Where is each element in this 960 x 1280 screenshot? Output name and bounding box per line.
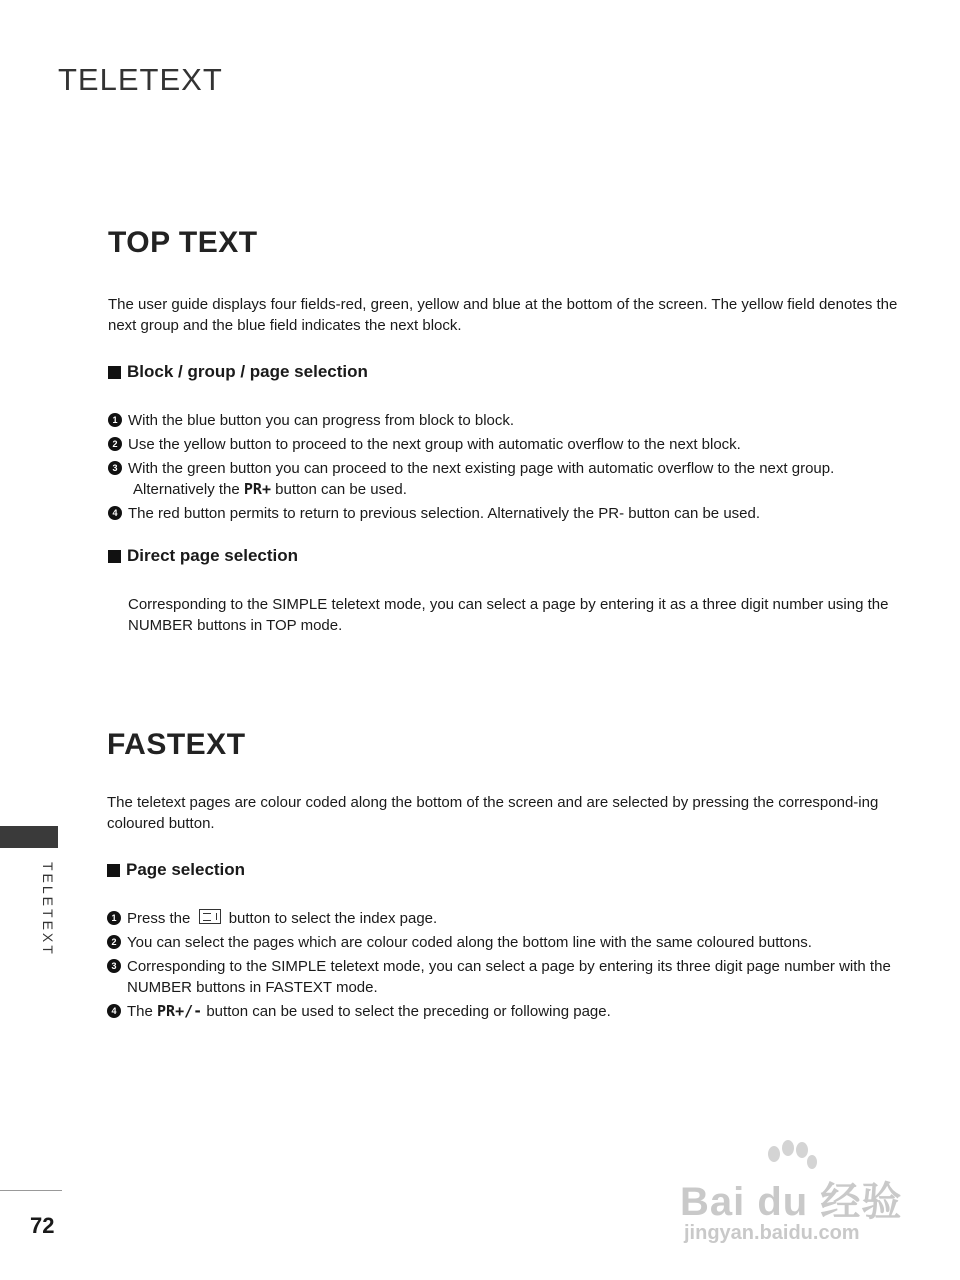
step-text xyxy=(127,908,437,929)
watermark-brand: Bai du 经验 xyxy=(680,1180,903,1224)
step-number-icon: 4 xyxy=(108,506,122,520)
step-text-post: button to select the index page. xyxy=(224,910,438,927)
section-title-fastext: FASTEXT xyxy=(107,728,246,761)
step-text-cont-post: button can be used. xyxy=(270,481,407,498)
block-selection-heading xyxy=(108,362,898,382)
step-number-icon: 2 xyxy=(107,935,121,949)
step-text-pre: The xyxy=(127,1003,158,1020)
paw-logo-icon xyxy=(760,1140,820,1180)
page-number: 72 xyxy=(30,1213,55,1238)
step-text: You can select the pages which are colour coded along the bottom line with the same coloured buttons. xyxy=(127,934,812,951)
top-text-section xyxy=(108,226,898,636)
side-tab-label: TELETEXT xyxy=(40,862,56,957)
step-text-pre: Press the xyxy=(127,910,195,927)
list-item xyxy=(108,410,898,431)
section-title-top-text: TOP TEXT xyxy=(108,226,258,259)
fastext-section xyxy=(107,728,897,1025)
list-item xyxy=(107,956,897,998)
direct-page-selection-heading xyxy=(108,546,898,566)
square-bullet-icon xyxy=(107,864,120,877)
index-button-icon xyxy=(199,909,221,924)
list-item xyxy=(108,458,898,500)
square-bullet-icon xyxy=(108,366,121,379)
baidu-watermark xyxy=(680,1140,910,1250)
pr-plus-button-label: PR+ xyxy=(243,480,271,498)
fastext-intro: The teletext pages are colour coded along the bottom of the screen and are selected by pressing the correspond-ing coloured button. xyxy=(107,794,879,832)
list-item xyxy=(108,503,898,524)
pr-plus-minus-button-label: PR+/- xyxy=(157,1002,203,1020)
square-bullet-icon xyxy=(108,550,121,563)
page-header-title: TELETEXT xyxy=(58,62,223,97)
step-text-post: button can be used to select the preceding or following page. xyxy=(202,1003,611,1020)
list-item xyxy=(107,1001,897,1022)
step-text xyxy=(128,458,834,500)
direct-page-selection-text: Corresponding to the SIMPLE teletext mode, you can select a page by entering it as a three digit number using the NUMBER buttons in TOP mode. xyxy=(128,596,889,634)
step-text-main: With the green button you can proceed to the next existing page with automatic overflow to the next group. xyxy=(128,460,835,477)
page-selection-heading-label: Page selection xyxy=(126,860,246,879)
step-text: Corresponding to the SIMPLE teletext mode, you can select a page by entering its three digit page number with the NUMBER buttons in FASTEXT mode. xyxy=(127,958,891,996)
watermark-url: jingyan.baidu.com xyxy=(684,1222,860,1244)
list-item xyxy=(107,908,897,929)
step-text xyxy=(127,1001,611,1022)
top-text-intro: The user guide displays four fields-red, green, yellow and blue at the bottom of the screen. The yellow field denotes the next group and the blue field indicates the next block. xyxy=(108,296,898,334)
step-text: Use the yellow button to proceed to the next group with automatic overflow to the next block. xyxy=(128,436,741,453)
step-number-icon: 4 xyxy=(107,1004,121,1018)
direct-page-selection-heading-label: Direct page selection xyxy=(127,546,299,565)
step-number-icon: 3 xyxy=(107,959,121,973)
list-item xyxy=(107,932,897,953)
step-number-icon: 1 xyxy=(107,911,121,925)
top-text-steps xyxy=(108,410,898,524)
list-item xyxy=(108,434,898,455)
side-tab-marker xyxy=(0,826,58,848)
step-number-icon: 3 xyxy=(108,461,122,475)
block-selection-heading-label: Block / group / page selection xyxy=(127,362,368,381)
step-number-icon: 2 xyxy=(108,437,122,451)
step-text: With the blue button you can progress from block to block. xyxy=(128,412,515,429)
step-number-icon: 1 xyxy=(108,413,122,427)
page-selection-heading xyxy=(107,860,897,880)
step-text: The red button permits to return to previous selection. Alternatively the PR- button can be used. xyxy=(128,505,761,522)
page-number-rule xyxy=(0,1190,62,1191)
fastext-steps xyxy=(107,908,897,1022)
step-text-cont: Alternatively the xyxy=(133,481,244,498)
